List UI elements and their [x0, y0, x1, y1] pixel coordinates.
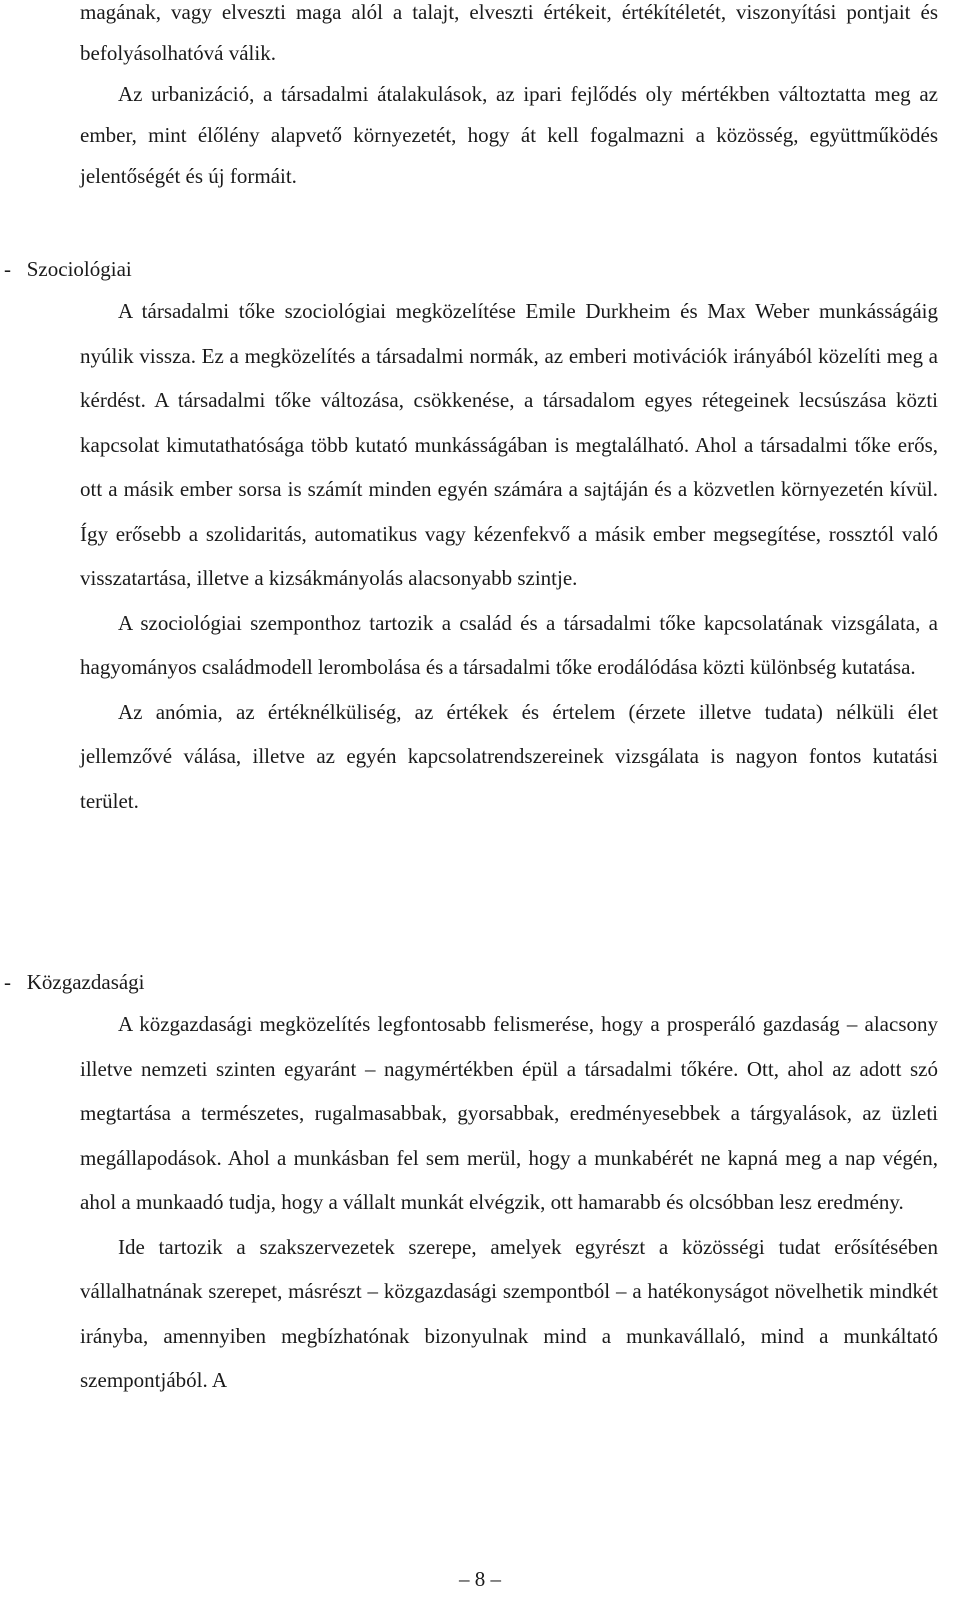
page-number: – 8 –	[459, 1567, 501, 1591]
paragraph: magának, vagy elveszti maga alól a talajt, elveszti értékeit, értékítéletét, viszonyítási pontjait és befolyásolhatóvá válik.	[80, 0, 938, 65]
section-heading: - Közgazdasági	[4, 970, 145, 994]
section-heading: - Szociológiai	[4, 257, 132, 281]
paragraph: A társadalmi tőke szociológiai megközelítése Emile Durkheim és Max Weber munkásságáig nyúlik vissza. Ez a megközelítés a társadalmi normák, az emberi motivációk irányából közelíti meg a kérdést. A társadalmi tőke változása, csökkenése, a társadalom egyes rétegeinek lecsúszása közti kapcsolat kimutathatósága több kutató munkásságában is megtalálható. Ahol a társadalmi tőke erős, ott a másik ember sorsa is számít minden egyén számára a sajtáján és a közvetlen környezetén kívül. Így erősebb a szolidaritás, automatikus vagy kézenfekvő a másik ember megsegítése, rossztól való visszatartása, illetve a kizsákmányolás alacsonyabb szintje.	[80, 299, 938, 590]
paragraph: Az anómia, az értéknélküliség, az értékek és értelem (érzete illetve tudata) nélküli élet jellemzővé válása, illetve az egyén kapcsolatrendszereinek vizsgálata is nagyon fontos kutatási terület.	[80, 699, 938, 813]
paragraph: Ide tartozik a szakszervezetek szerepe, amelyek egyrészt a közösségi tudat erősítésében vállalhatnának szerepet, másrészt – közgazdasági szempontból – a hatékonyságot növelhetik mindkét irányba, amennyiben megbízhatónak bizonyulnak mind a munkavállaló, mind a munkáltató szempontjából. A	[80, 1234, 938, 1392]
paragraph: A szociológiai szemponthoz tartozik a család és a társadalmi tőke kapcsolatának vizsgálata, a hagyományos családmodell lerombolása és a társadalmi tőke erodálódása közti különbség kutatása.	[80, 610, 938, 679]
paragraph: A közgazdasági megközelítés legfontosabb felismerése, hogy a prosperáló gazdaság – alacsony illetve nemzeti szinten egyaránt – nagymértékben épül a társadalmi tőkére. Ott, ahol az adott szó megtartása a természetes, rugalmasabbak, gyorsabbak, eredményesebbek a tárgyalások, az üzleti megállapodások. Ahol a munkásban fel sem merül, hogy a munkabérét ne kapná meg a nap végén, ahol a munkaadó tudja, hogy a vállalt munkát elvégzik, ott hamarabb és olcsóbban lesz eredmény.	[80, 1012, 938, 1214]
intro-block	[80, 0, 938, 197]
paragraph: Az urbanizáció, a társadalmi átalakulások, az ipari fejlődés oly mértékben változtatta meg az ember, mint élőlény alapvető környezetét, hogy át kell fogalmazni a közösség, együttműködés jelentőségét és új formáit.	[80, 82, 938, 188]
